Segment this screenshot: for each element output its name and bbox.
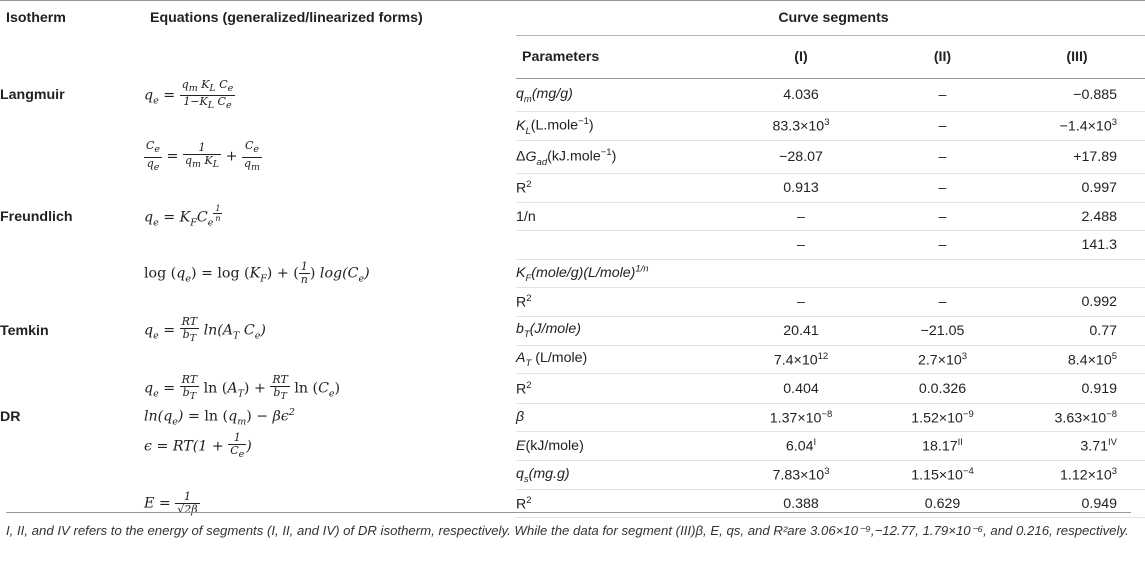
value-cell: – (876, 174, 1009, 203)
table-row (0, 345, 1145, 374)
value-cell: 0.919 (1009, 374, 1145, 403)
header-seg2: (II) (876, 36, 1009, 79)
param-label: $q_s(mg.g)$ (516, 461, 726, 490)
value-cell: 20.41 (726, 316, 876, 345)
value-cell: – (876, 79, 1009, 112)
param-label: $q_m(mg/g)$ (516, 79, 726, 112)
table-row (0, 79, 1145, 112)
value-cell: 4.036 (726, 79, 876, 112)
header-curve-segments: Curve segments (516, 1, 1145, 36)
header-isotherm: Isotherm (0, 1, 144, 36)
header-equations: Equations (generalized/linearized forms) (144, 1, 516, 36)
value-cell: $8.4\times 10^5$ (1009, 345, 1145, 374)
isotherm-dr: DR (0, 409, 21, 426)
value-cell: – (876, 288, 1009, 317)
header-parameters: Parameters (516, 36, 726, 79)
table-row (0, 231, 1145, 260)
equation: E = $\frac{1}{√2\beta}$ (144, 490, 198, 517)
table-footnote: I, II, and IV refers to the energy of segments (I, II, and IV) of DR isotherm, respectively. While the data for segment (III)β, E, qs, and R²are 3.06×10⁻⁹,−12.77, 1.79×10⁻⁶, and 0.216, respectively. (6, 512, 1131, 541)
table-row (0, 202, 1145, 231)
value-cell: 0.913 (726, 174, 876, 203)
param-label: β (516, 403, 726, 432)
table-row (0, 374, 1145, 403)
value-cell: 0.0.326 (876, 374, 1009, 403)
equation: $\log (q_e) = \log (K_F)$ + ( $\frac{1}{n}$ ) $\log(C_e)$ (144, 260, 370, 286)
table-row (0, 140, 1145, 173)
value-cell: – (876, 202, 1009, 231)
param-label: $\Delta G_{ad}(kJ.mole^{-1})$ (516, 140, 726, 173)
value-cell: 0.997 (1009, 174, 1145, 203)
param-label: $K_F(mole/g)(L/mole)^{1/n}$ (516, 259, 726, 288)
param-label: $R^2$ (516, 374, 726, 403)
header-row-top (0, 1, 1145, 36)
value-cell: $7.83\times 10^3$ (726, 461, 876, 490)
param-label: $R^2$ (516, 288, 726, 317)
value-cell: $2.7\times 10^3$ (876, 345, 1009, 374)
value-cell: 0.388 (726, 489, 876, 518)
table-row (0, 288, 1145, 317)
equation: $q_e$ = $\frac{RT}{b_T}$ $\ln(A_T$ $C_e$) (144, 315, 266, 345)
header-seg1: (I) (726, 36, 876, 79)
isotherm-langmuir: Langmuir (0, 87, 65, 104)
table-row (0, 432, 1145, 461)
equation: $q_e$ = $\frac{q_m K_L C_e}{1-K_L C_e}$ (144, 77, 234, 111)
table-row (0, 112, 1145, 141)
param-label: $R^2$ (516, 489, 726, 518)
param-label: $R^2$ (516, 174, 726, 203)
value-cell: 0.629 (876, 489, 1009, 518)
isotherm-temkin: Temkin (0, 322, 49, 339)
table-row (0, 174, 1145, 203)
equation: ϵ = RT(1 + $\frac{1}{C_e}$ ) (144, 430, 252, 460)
table-row (0, 259, 1145, 288)
value-cell: $83.3\times 10^3$ (726, 112, 876, 141)
value-cell: −28.07 (726, 140, 876, 173)
value-cell: 2.488 (1009, 202, 1145, 231)
param-label: 1/n (516, 202, 726, 231)
value-cell: −0.885 (1009, 79, 1145, 112)
value-cell: $1.12\times 10^3$ (1009, 461, 1145, 490)
header-row-sub (0, 36, 1145, 79)
value-cell: $6.04^I$ (726, 432, 876, 461)
value-cell: $1.15\times 10^{-4}$ (876, 461, 1009, 490)
equation: $q_e$ = $\frac{RT}{b_T}$ $\ln (A_T)$ + $\frac{RT}{b_T}$ $\ln (C_e)$ (144, 372, 341, 403)
value-cell: – (876, 231, 1009, 260)
value-cell: $7.4\times 10^{12}$ (726, 345, 876, 374)
value-cell: +17.89 (1009, 140, 1145, 173)
equation: $\ln(q_e) = \ln (q_m) - \beta\epsilon^2$ (144, 407, 295, 428)
table-row (0, 403, 1145, 432)
value-cell: – (726, 231, 876, 260)
equation: $q_e = K_FC_e$ $^{\frac{1}{n}}$ (144, 204, 221, 229)
param-label: E(kJ/mole) (516, 432, 726, 461)
table-row (0, 316, 1145, 345)
value-cell: $1.37\times 10^{-8}$ (726, 403, 876, 432)
param-label: $A_T$ (L/mole) (516, 345, 726, 374)
table-row (0, 461, 1145, 490)
value-cell: 0.992 (1009, 288, 1145, 317)
value-cell: $18.17^{II}$ (876, 432, 1009, 461)
value-cell: $1.52\times 10^{-9}$ (876, 403, 1009, 432)
value-cell: – (876, 112, 1009, 141)
param-label: $b_T(J/mole)$ (516, 316, 726, 345)
isotherm-freundlich: Freundlich (0, 208, 73, 225)
value-cell: 0.404 (726, 374, 876, 403)
param-label: $K_L(L.mole^{-1})$ (516, 112, 726, 141)
value-cell: 0.949 (1009, 489, 1145, 518)
value-cell: $-1.4\times 10^3$ (1009, 112, 1145, 141)
header-seg3: (III) (1009, 36, 1145, 79)
value-cell: 141.3 (1009, 231, 1145, 260)
equation: $\frac{C_e}{q_e}$ = $\frac{1}{q_m K_L}$ + $\frac{C_e}{q_m}$ (146, 139, 261, 173)
value-cell: – (876, 140, 1009, 173)
value-cell: −21.05 (876, 316, 1009, 345)
value-cell: – (726, 288, 876, 317)
value-cell: $3.71^{IV}$ (1009, 432, 1145, 461)
value-cell: $3.63\times 10^{-8}$ (1009, 403, 1145, 432)
value-cell: 0.77 (1009, 316, 1145, 345)
value-cell: – (726, 202, 876, 231)
